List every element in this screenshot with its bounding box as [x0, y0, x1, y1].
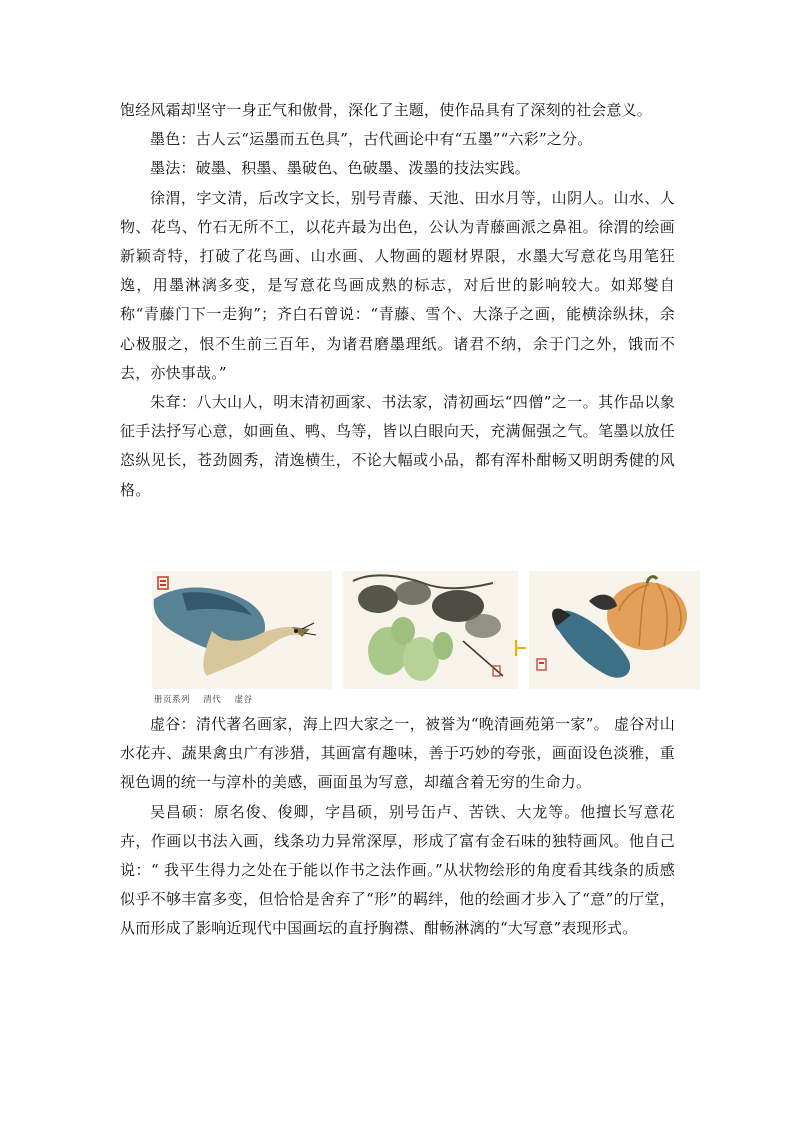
- paragraph-wu-changshuo: 吴昌硕：原名俊、俊卿，字昌硕，别号缶卢、苦铁、大龙等。他擅长写意花卉，作画以书法入画，线条功力异常深厚，形成了富有金石味的独特画风。他自己说：“ 我平生得力之处在于能以作书之法作画。”从状物绘形的角度看其线条的质感似乎不够丰富多变，但恰恰是舍弃了“形”的羁绊，他的绘画才步入了“意”的厅堂，从而形成了影响近现代中国画坛的直抒胸襟、酣畅淋漓的“大写意”表现形式。: [120, 802, 675, 938]
- paragraph-zhu-da: 朱耷：八大山人，明末清初画家、书法家，清初画坛“四僧”之一。其作品以象征手法抒写心意，如画鱼、鸭、鸟等，皆以白眼向天，充满倔强之气。笔墨以放任恣纵见长，苍劲圆秀，清逸横生，不论大幅或小品，都有浑朴酣畅又明朗秀健的风格。: [120, 393, 675, 499]
- text-block-top: [120, 96, 675, 505]
- paragraph-ink-color: 墨色：古人云“运墨而五色具”，古代画论中有“五墨”“六彩”之分。: [150, 130, 593, 149]
- painting-fish: [152, 571, 332, 689]
- gallery-caption: [154, 693, 262, 705]
- paragraph-continuation: 饱经风霜却坚守一身正气和傲骨，深化了主题，使作品具有了深刻的社会意义。: [120, 101, 653, 119]
- painting-pumpkin-eggplant: [529, 571, 700, 689]
- paragraph-xu-wei: 徐渭，字文清，后改字文长，别号青藤、天池、田水月等，山阴人。山水、人物、花鸟、竹石无所不工，以花卉最为出色，公认为青藤画派之鼻祖。徐渭的绘画新颖奇特，打破了花鸟画、山水画、人物画的题材界限，水墨大写意花鸟用笔狂逸，用墨淋漓多变，是写意花鸟画成熟的标志，对后世的影响较大。如郑燮自称“青藤门下一走狗”；齐白石曾说：“青藤、雪个、大涤子之画，能横涂纵抹，余心极服之，恨不生前三百年，为诸君磨墨理纸。诸君不纳，余于门之外，饿而不去，亦快事哉。”: [120, 188, 675, 382]
- yellow-marker-arm: [517, 647, 526, 649]
- painting-gourds: [343, 571, 518, 689]
- paragraph-ink-method: 墨法：破墨、积墨、墨破色、色破墨、泼墨的技法实践。: [150, 159, 531, 178]
- caption-dynasty: 清代: [203, 695, 222, 705]
- text-block-bottom: [120, 710, 675, 944]
- caption-artist: 虚谷: [234, 695, 253, 705]
- painting-gallery: [152, 571, 700, 689]
- caption-series: 册页系列: [154, 695, 191, 705]
- paragraph-xu-gu: 虚谷：清代著名画家，海上四大家之一，被誉为“晚清画苑第一家”。 虚谷对山水花卉、蔬果禽虫广有涉猎，其画富有趣味，善于巧妙的夸张，画面设色淡雅，重视色调的统一与淳朴的美感，画面虽为写意，却蕴含着无穷的生命力。: [120, 715, 675, 792]
